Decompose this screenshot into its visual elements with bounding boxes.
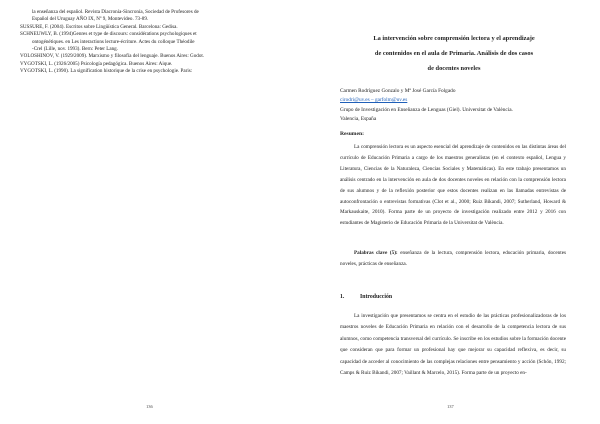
reference-line: Español del Uruguay AÑO IX, Nº 9, Montevideo. 73-89. [32, 16, 149, 23]
title-line: de contenidos en el aula de Primaria. Análisis de dos casos [374, 50, 534, 58]
reference-line: ontogénétiques. en Les interactions lecture-écriture. Actes du colloque Théodile [32, 38, 195, 45]
intro-body [340, 311, 566, 379]
keywords-text: enseñanza de la lectura, comprensión lectora, educación primaria, docentes noveles, prácticas de enseñanza. [340, 250, 567, 267]
reference-line: VYGOTSKI, L. (1926/2005) Psicología pedagógica. Buenos Aires: Aique. [20, 60, 173, 67]
author-names: Carmen Rodríguez Gonzalo y Mª José García Folgado [340, 88, 456, 94]
page-number-left: 136 [146, 404, 153, 409]
page-number-right: 137 [447, 404, 454, 409]
reference-line: SUSSURE, F. (2004). Escritos sobre Lingüística General. Barcelona: Gedisa. [20, 23, 178, 30]
abstract-heading: Resumen: [340, 131, 364, 137]
reference-line: SCHNEUWLY, B. (1994)Genres et type de discours: considérations psychologiques et [20, 31, 197, 38]
intro-text: La investigación que presentamos se centra en el estudio de las prácticas profesionalizadoras de los maestros noveles de Educación Primaria en relación con el desarrollo de la competencia lectora de sus alumnos, como competencia transversal del currículo. Se inscribe en los estudios sobre la formación docente que consideran que para formar un profesional hay que mejorar su capacidad reflexiva, es decir, su capacidad de acceder al conocimiento de las complejas relaciones entre pensamiento y acción (Schön, 1992; Camps & Ruiz Bikandi, 2007; Vaillant & Marcelo, 2015). Forma parte de un proyecto en- [340, 313, 566, 377]
section-number: 1. [340, 294, 345, 300]
section-heading [340, 294, 392, 300]
author-emails[interactable]: cirodri@uv.es – garfolm@uv.es [340, 97, 408, 104]
author-affiliation: Grupo de Investigación en Enseñanza de Lenguas (Giel). Universitat de València. [340, 106, 513, 113]
article-title [345, 31, 563, 77]
author-block [340, 87, 568, 125]
keywords-paragraph [340, 248, 566, 269]
reference-line: VYGOTSKI, L. (1990). La signification historique de la crise en psychologie. Paris: [20, 68, 193, 75]
author-location: Valencia, España [340, 116, 377, 123]
reference-line: -Crel (Lille, nov. 1993). Bern: Peter Lang. [32, 45, 118, 52]
references-list [20, 9, 290, 76]
abstract-body [340, 142, 566, 229]
section-title: Introducción [360, 294, 393, 300]
reference-line: la enseñanza del español. Revista Diacronía-Sincronía, Sociedad de Profesores de [32, 9, 199, 15]
abstract-text: La comprensión lectora es un aspecto esencial del aprendizaje de contenidos en las distintas áreas del currículo de Educación Primaria a cargo de los maestros generalistas (en el contexto español, Lengua y Literatura, Ciencias de la Naturaleza, Ciencias Sociales y Matemáticas). En este trabajo presentamos un análisis centrado en la intervención en aula de dos docentes noveles en relación con la comprensión lectora de sus alumnos y de la reflexión posterior que estos docentes realizan en las llamadas entrevistas de autoconfrontación o entrevistas formativas (Clot et al., 2000; Ruiz Bikandi, 2007; Sutherland, Howard & Markauskaite, 2010). Forma parte de un proyecto de investigación realizado entre 2012 y 2016 con estudiantes de Magisterio de Educación Primaria de la Universitat de València. [340, 144, 566, 227]
reference-line: VOLOSHINOV, V. (1929/2009). Marxismo y filosofía del lenguaje. Buenos Aires: Godot. [20, 53, 205, 60]
title-line: de docentes noveles [427, 65, 481, 73]
keywords-label: Palabras clave (5): [354, 250, 398, 256]
title-line: La intervención sobre comprensión lectora y el aprendizaje [373, 35, 535, 42]
